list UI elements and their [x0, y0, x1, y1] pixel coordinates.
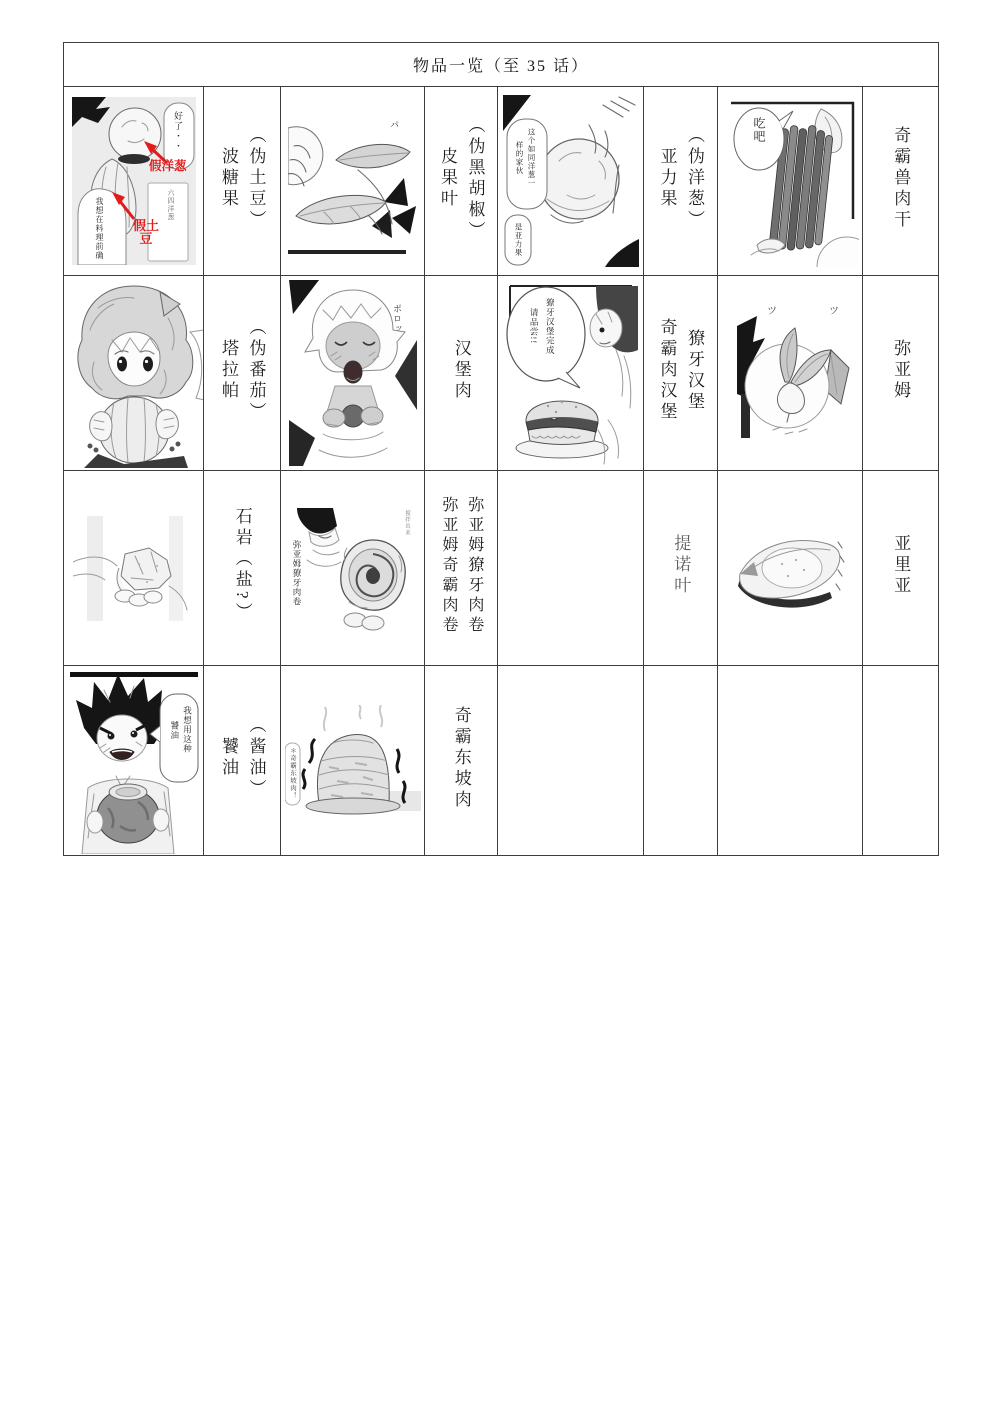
item-alias: （伪番茄）: [246, 318, 266, 423]
label-cell-miyam: [863, 276, 939, 471]
burger-bubble-line1: 獠牙汉堡完成: [544, 298, 555, 355]
label-cell-rock-salt: [204, 471, 281, 666]
label-cell-aria: [863, 471, 939, 666]
item-name: 亚力果: [657, 147, 677, 210]
label-cell-empty-r4c8: [863, 666, 939, 856]
leaf-wrap-panel-illustration: [734, 522, 846, 614]
miyam-sfx-a: ツ: [767, 306, 777, 317]
panel-cell-tarapa: [64, 276, 204, 471]
arika-bubble-main-text: 这个如同洋葱一样的家伙: [514, 128, 536, 188]
panel-cell-arika: [498, 87, 644, 276]
jerky-bubble-text: 吃吧: [752, 117, 766, 143]
jerky-panel-illustration: [721, 95, 859, 267]
panel-cell-fang-burger: [498, 276, 644, 471]
fake-onion-note-text: 六四洋葱: [166, 189, 175, 221]
meat-roll-corner-note: 搅拌出来: [403, 510, 410, 536]
panel-cell-meat-roll: [281, 471, 425, 666]
fake-onion-panel-illustration: [72, 97, 196, 265]
label-cell-empty-r4c6: [644, 666, 718, 856]
label-cell-meat-roll: [425, 471, 498, 666]
panel-cell-empty-r4c5: [498, 666, 644, 856]
panel-cell-soy: [64, 666, 204, 856]
burger-bubble-line2: 请品尝!!: [528, 308, 539, 345]
panel-cell-fake-onion: [64, 87, 204, 276]
item-name: 石岩（盐?）: [232, 507, 252, 624]
tarapa-panel-illustration: [64, 278, 204, 468]
dongpo-caption-text: ＊奇霸东坡肉！: [288, 746, 296, 799]
panel-cell-empty-r3: [498, 471, 644, 666]
item-table: [63, 42, 939, 856]
arika-fruit-panel-illustration: [503, 95, 639, 267]
item-alias: （酱油）: [246, 716, 266, 800]
pepper-leaf-panel-illustration: [288, 106, 418, 256]
label-cell-fang-burger: [644, 276, 718, 471]
label-cell-tino-leaf: [644, 471, 718, 666]
label-cell-tarapa: [204, 276, 281, 471]
item-name: 汉堡肉: [451, 339, 471, 402]
panel-cell-hamburg: [281, 276, 425, 471]
item-name: 獠牙汉堡: [685, 328, 705, 413]
item-name: 奇霸东坡肉: [451, 705, 471, 811]
panel-cell-rock: [64, 471, 204, 666]
fake-onion-bubble-top-text: 好了・・: [172, 111, 183, 151]
meat-roll-caption-text: 弥亚姆獠牙肉卷: [291, 540, 302, 607]
item-name: 饕油: [219, 737, 238, 779]
item-name: 提诺叶: [671, 534, 691, 597]
fake-onion-red-label: 假洋葱: [148, 159, 187, 173]
item-name: 奇霸兽肉干: [891, 126, 911, 231]
panel-cell-miyam: [718, 276, 863, 471]
label-cell-soy: [204, 666, 281, 856]
fake-onion-bubble-left-text: 我想在料理前确: [94, 197, 104, 260]
item-alt-name: 弥亚姆奇霸肉卷: [440, 495, 457, 636]
rock-salt-panel-illustration: [73, 516, 195, 621]
label-cell-potato: [204, 87, 281, 276]
panel-cell-pepper-leaf: [281, 87, 425, 276]
fake-potato-red-label: 假土豆: [132, 219, 159, 246]
item-name: 塔拉帕: [219, 339, 238, 402]
item-name: 亚里亚: [891, 534, 911, 597]
miyam-sprout-panel-illustration: [729, 298, 851, 448]
panel-cell-dongpo: [281, 666, 425, 856]
leaf-sfx-text: パ: [389, 120, 399, 130]
eating-girl-panel-illustration: [289, 280, 417, 466]
item-name: 波糖果: [219, 147, 238, 210]
label-cell-arika: [644, 87, 718, 276]
label-cell-pepper-leaf: [425, 87, 498, 276]
item-alt-name: 奇霸肉汉堡: [657, 318, 677, 423]
panel-cell-jerky: [718, 87, 863, 276]
table-title: 物品一览（至 35 话）: [64, 43, 939, 87]
item-alias: （伪土豆）: [246, 126, 266, 231]
soy-sauce-panel-illustration: [64, 668, 204, 854]
item-name: 弥亚姆獠牙肉卷: [465, 495, 483, 636]
miyam-sfx-b: ツ: [829, 306, 839, 317]
meat-roll-panel-illustration: [287, 504, 419, 632]
label-cell-dongpo: [425, 666, 498, 856]
panel-cell-aria: [718, 471, 863, 666]
item-name: 弥亚姆: [891, 339, 911, 402]
soy-bubble-text: 我想用这种饕油: [169, 705, 192, 754]
item-alias: （伪黑胡椒）: [465, 115, 485, 242]
panel-cell-empty-r4c7: [718, 666, 863, 856]
item-name: 皮果叶: [438, 147, 457, 210]
eating-sfx-text: ポロッ: [391, 304, 402, 334]
arika-bubble-sub-text: 是亚力果: [513, 223, 523, 257]
label-cell-jerky: [863, 87, 939, 276]
item-alias: （伪洋葱）: [685, 126, 705, 231]
fang-burger-panel-illustration: [504, 280, 638, 466]
label-cell-hamburg: [425, 276, 498, 471]
dongpo-pork-panel-illustration: [285, 705, 421, 817]
